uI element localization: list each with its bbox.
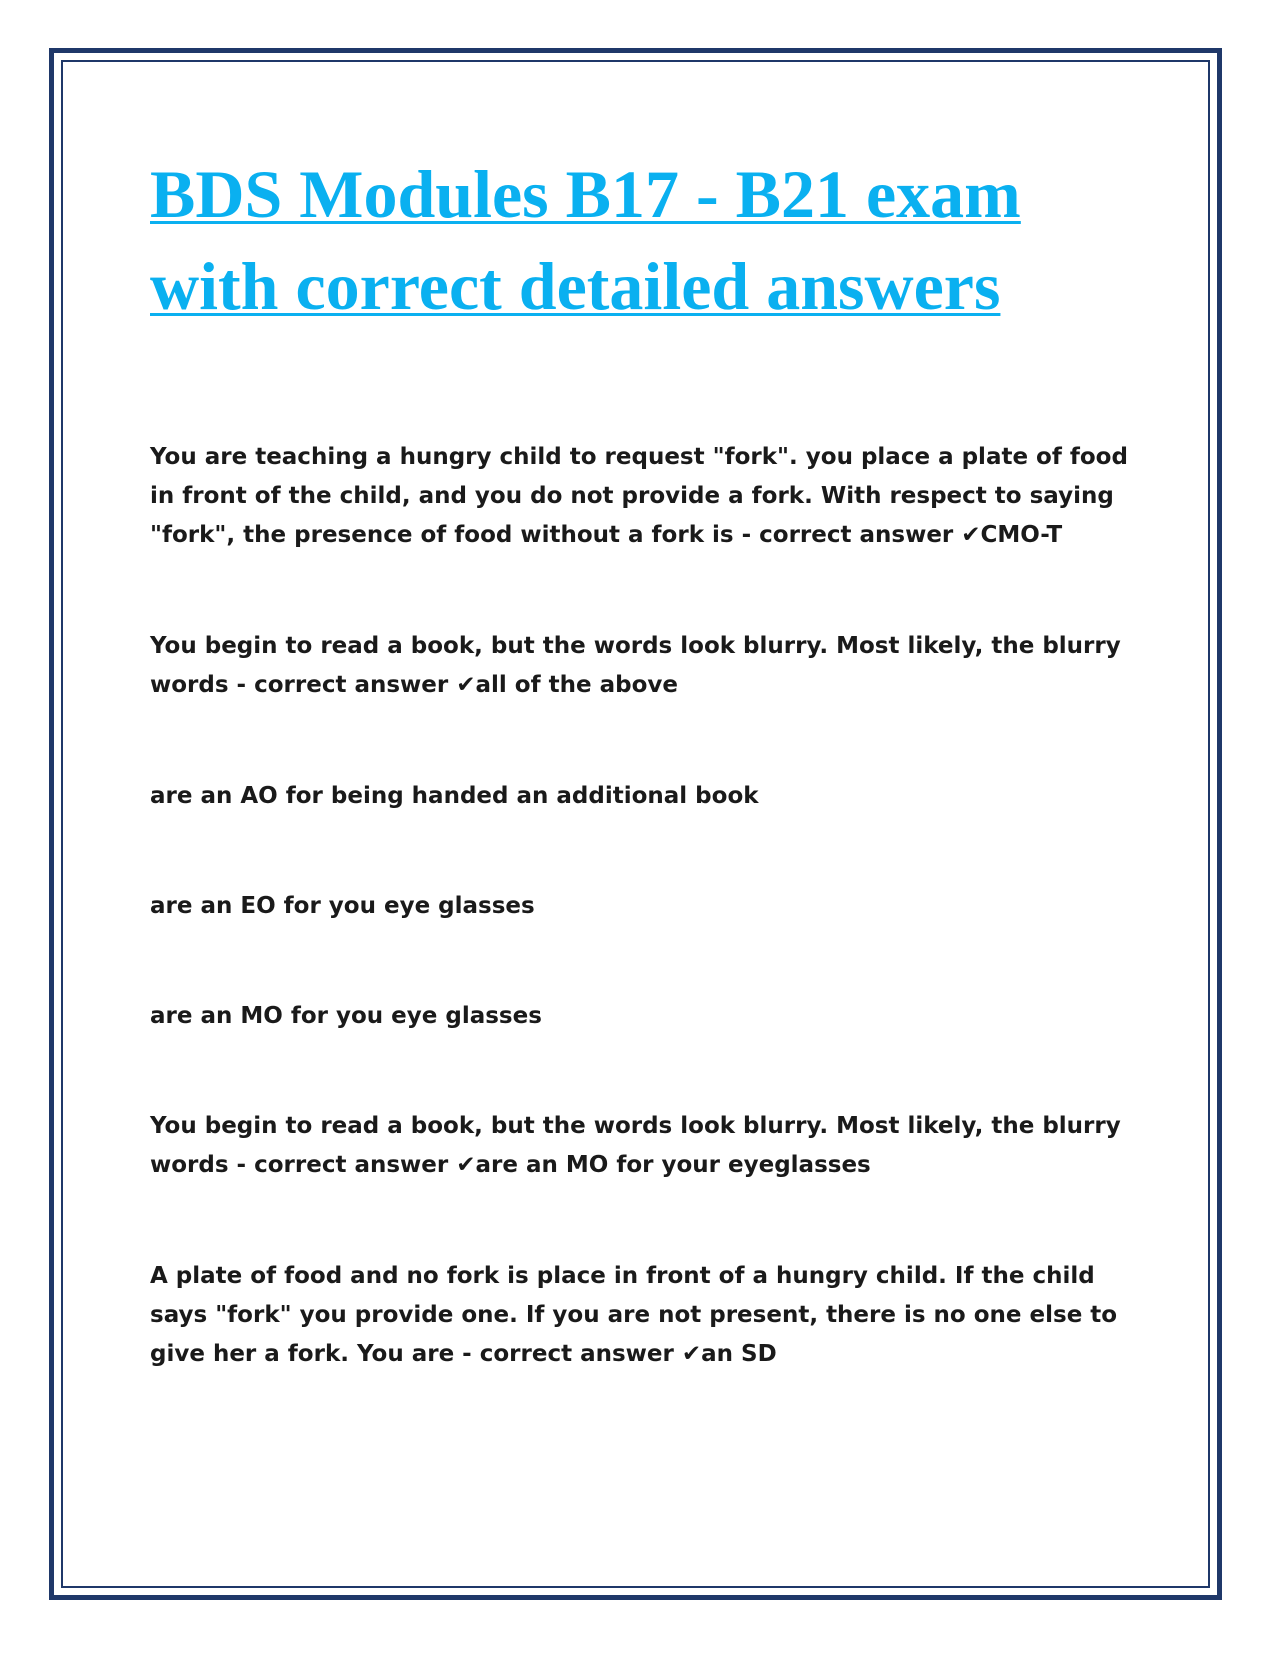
question-paragraph: A plate of food and no fork is place in front of a hungry child. If the child says "fork" you provide one. If you are not present, there is no one else to give her a fork. You are - correct answer ✔an SD bbox=[150, 1263, 1126, 1367]
document-title: BDS Modules B17 - B21 exam with correct detailed answers bbox=[150, 156, 1021, 324]
qa-list bbox=[150, 438, 1135, 1374]
question-paragraph: You begin to read a book, but the words look blurry. Most likely, the blurry words - correct answer ✔are an MO for your eyeglasses bbox=[150, 1113, 1129, 1178]
question-paragraph: You are teaching a hungry child to request "fork". you place a plate of food in front of the child, and you do not provide a fork. With respect to saying "fork", the presence of food without a fork is - correct answer ✔CMO-T bbox=[150, 444, 1136, 548]
document-body bbox=[150, 148, 1135, 1446]
answer-option: are an MO for you eye glasses bbox=[150, 1003, 542, 1029]
question-paragraph: You begin to read a book, but the words look blurry. Most likely, the blurry words - correct answer ✔all of the above bbox=[150, 633, 1129, 698]
answer-option: are an AO for being handed an additional book bbox=[150, 783, 759, 809]
answer-option: are an EO for you eye glasses bbox=[150, 893, 535, 919]
